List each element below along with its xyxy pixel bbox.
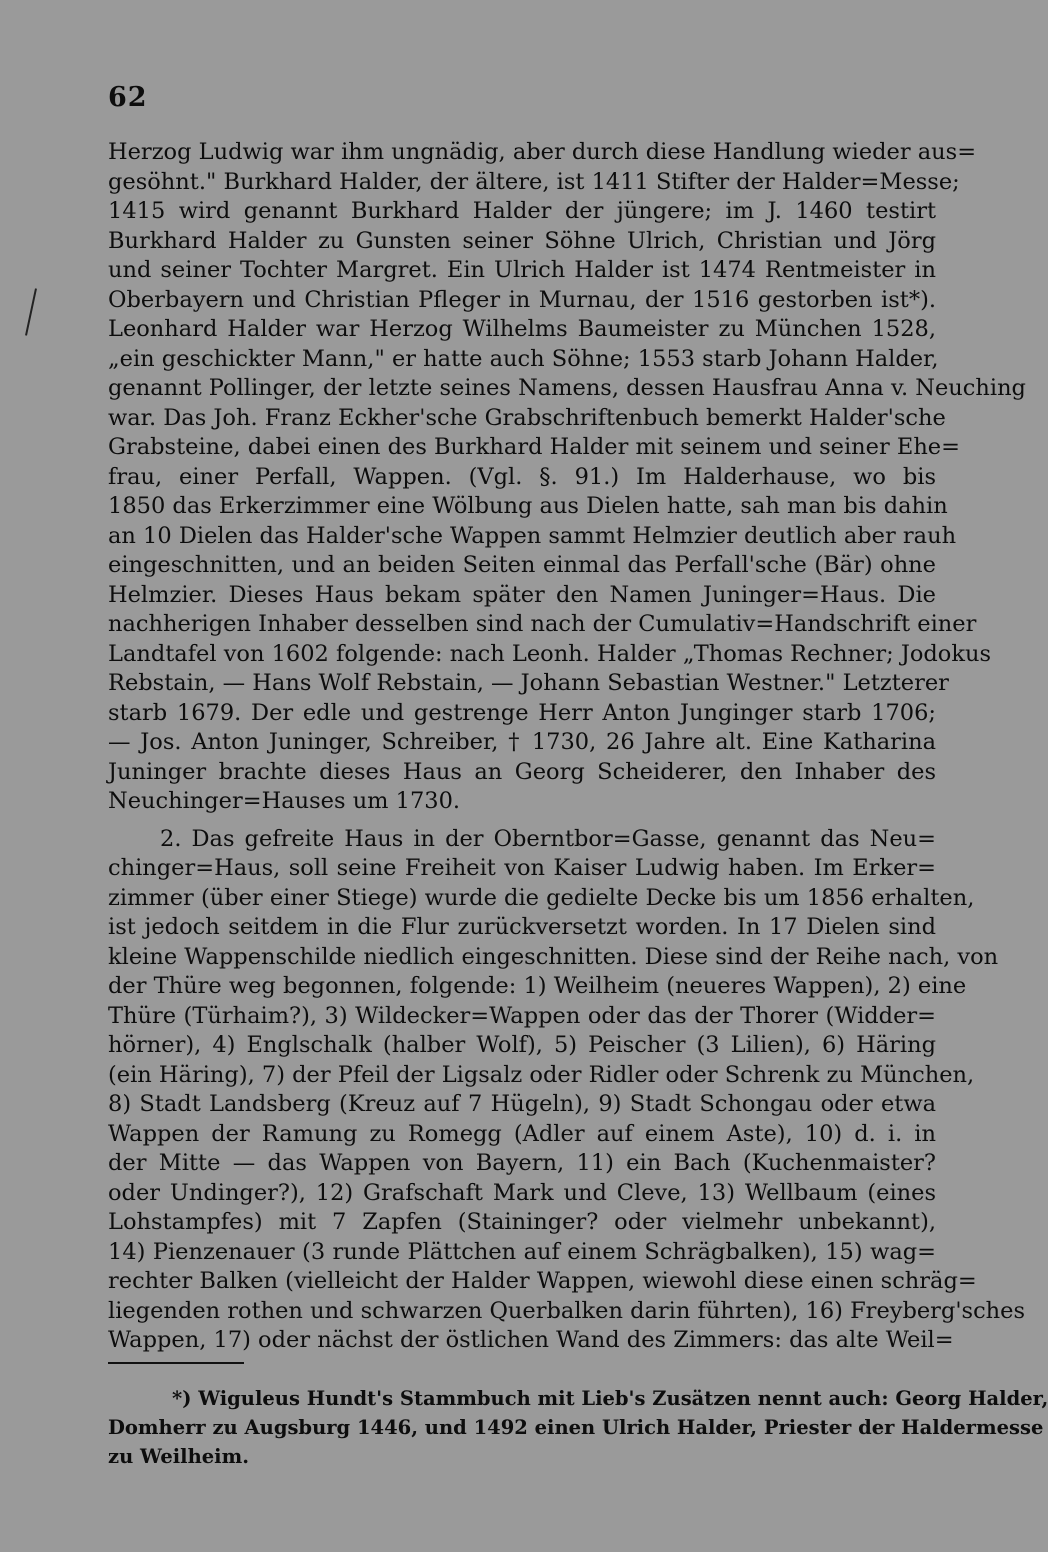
text-line: Thüre (Türhaim?), 3) Wildecker=Wappen oder das der Thorer (Widder=	[108, 1002, 936, 1029]
footnote-rule	[108, 1362, 244, 1364]
text-line: Helmzier. Dieses Haus bekam später den Namen Juninger=Haus. Die	[108, 581, 936, 608]
text-line: chinger=Haus, soll seine Freiheit von Kaiser Ludwig haben. Im Erker=	[108, 855, 936, 881]
text-line: frau, einer Perfall, Wappen. (Vgl. §. 91.) Im Halderhause, wo bis	[108, 463, 936, 490]
text-line: gesöhnt." Burkhard Halder, der ältere, ist 1411 Stifter der Halder=Messe;	[108, 168, 960, 195]
text-line: Landtafel von 1602 folgende: nach Leonh. Halder „Thomas Rechner; Jodokus	[108, 640, 992, 667]
text-line: 14) Pienzenauer (3 runde Plättchen auf einem Schrägbalken), 15) wag=	[108, 1238, 936, 1265]
text-line: Grabsteine, dabei einen des Burkhard Halder mit seinem und seiner Ehe=	[108, 434, 960, 460]
text-line: — Jos. Anton Juninger, Schreiber, † 1730, 26 Jahre alt. Eine Katharina	[108, 729, 936, 755]
text-line: Burkhard Halder zu Gunsten seiner Söhne Ulrich, Christian und Jörg	[108, 227, 936, 254]
text-line: oder Undinger?), 12) Grafschaft Mark und Cleve, 13) Wellbaum (eines	[108, 1179, 936, 1206]
text-line: war. Das Joh. Franz Eckher'sche Grabschriftenbuch bemerkt Halder'sche	[108, 404, 946, 431]
text-line: Oberbayern und Christian Pfleger in Murnau, der 1516 gestorben ist*).	[108, 286, 936, 313]
text-line: kleine Wappenschilde niedlich eingeschnitten. Diese sind der Reihe nach, von	[108, 943, 999, 970]
text-line: „ein geschickter Mann," er hatte auch Söhne; 1553 starb Johann Halder,	[108, 345, 939, 372]
text-line: 2. Das gefreite Haus in der Oberntbor=Gasse, genannt das Neu=	[160, 825, 936, 852]
text-line: der Thüre weg begonnen, folgende: 1) Weilheim (neueres Wappen), 2) eine	[108, 973, 967, 999]
text-line: Herzog Ludwig war ihm ungnädig, aber durch diese Handlung wieder aus=	[108, 139, 977, 165]
page-number: 62	[108, 82, 148, 113]
text-line: zimmer (über einer Stiege) wurde die gedielte Decke bis um 1856 erhalten,	[108, 884, 975, 911]
text-line: Leonhard Halder war Herzog Wilhelms Baumeister zu München 1528,	[108, 316, 936, 342]
text-line: genannt Pollinger, der letzte seines Namens, dessen Hausfrau Anna v. Neuching	[108, 375, 1026, 401]
text-line: hörner), 4) Englschalk (halber Wolf), 5) Peischer (3 Lilien), 6) Häring	[108, 1032, 936, 1058]
footnote	[108, 1384, 1048, 1471]
text-line: an 10 Dielen das Halder'sche Wappen sammt Helmzier deutlich aber rauh	[108, 522, 957, 549]
main-text	[108, 138, 1026, 1356]
text-line: Neuchinger=Hauses um 1730.	[108, 788, 461, 814]
text-line: Rebstain, — Hans Wolf Rebstain, — Johann Sebastian Westner." Letzterer	[108, 670, 949, 696]
text-line: der Mitte — das Wappen von Bayern, 11) ein Bach (Kuchenmaister?	[108, 1150, 936, 1176]
text-line: Wappen, 17) oder nächst der östlichen Wand des Zimmers: das alte Weil=	[108, 1327, 954, 1353]
text-line: starb 1679. Der edle und gestrenge Herr Anton Junginger starb 1706;	[108, 699, 936, 726]
text-line: ist jedoch seitdem in die Flur zurückversetzt worden. In 17 Dielen sind	[108, 914, 936, 940]
footnote-line: zu Weilheim.	[108, 1445, 249, 1468]
text-line: Wappen der Ramung zu Romegg (Adler auf einem Aste), 10) d. i. in	[108, 1120, 936, 1147]
footnote-line: *) Wiguleus Hundt's Stammbuch mit Lieb's Zusätzen nennt auch: Georg Halder,	[172, 1387, 1048, 1410]
paragraph-2	[108, 825, 1026, 1356]
text-line: Juninger brachte dieses Haus an Georg Scheiderer, den Inhaber des	[108, 758, 936, 785]
text-line: 1415 wird genannt Burkhard Halder der jüngere; im J. 1460 testirt	[108, 198, 936, 224]
text-line: 8) Stadt Landsberg (Kreuz auf 7 Hügeln), 9) Stadt Schongau oder etwa	[108, 1091, 936, 1117]
text-line: und seiner Tochter Margret. Ein Ulrich Halder ist 1474 Rentmeister in	[108, 257, 936, 283]
text-line: 1850 das Erkerzimmer eine Wölbung aus Dielen hatte, sah man bis dahin	[108, 493, 948, 519]
text-line: nachherigen Inhaber desselben sind nach der Cumulativ=Handschrift einer	[108, 611, 977, 637]
text-line: rechter Balken (vielleicht der Halder Wappen, wiewohl diese einen schräg=	[108, 1268, 977, 1294]
text-line: Lohstampfes) mit 7 Zapfen (Staininger? oder vielmehr unbekannt),	[108, 1209, 936, 1235]
text-line: liegenden rothen und schwarzen Querbalken darin führten), 16) Freyberg'sches	[108, 1297, 1026, 1324]
margin-pencil-mark	[25, 288, 37, 335]
text-line: eingeschnitten, und an beiden Seiten einmal das Perfall'sche (Bär) ohne	[108, 552, 936, 578]
footnote-line: Domherr zu Augsburg 1446, und 1492 einen Ulrich Halder, Priester der Haldermesse	[108, 1416, 1044, 1439]
text-line: (ein Häring), 7) der Pfeil der Ligsalz oder Ridler oder Schrenk zu München,	[108, 1061, 975, 1088]
